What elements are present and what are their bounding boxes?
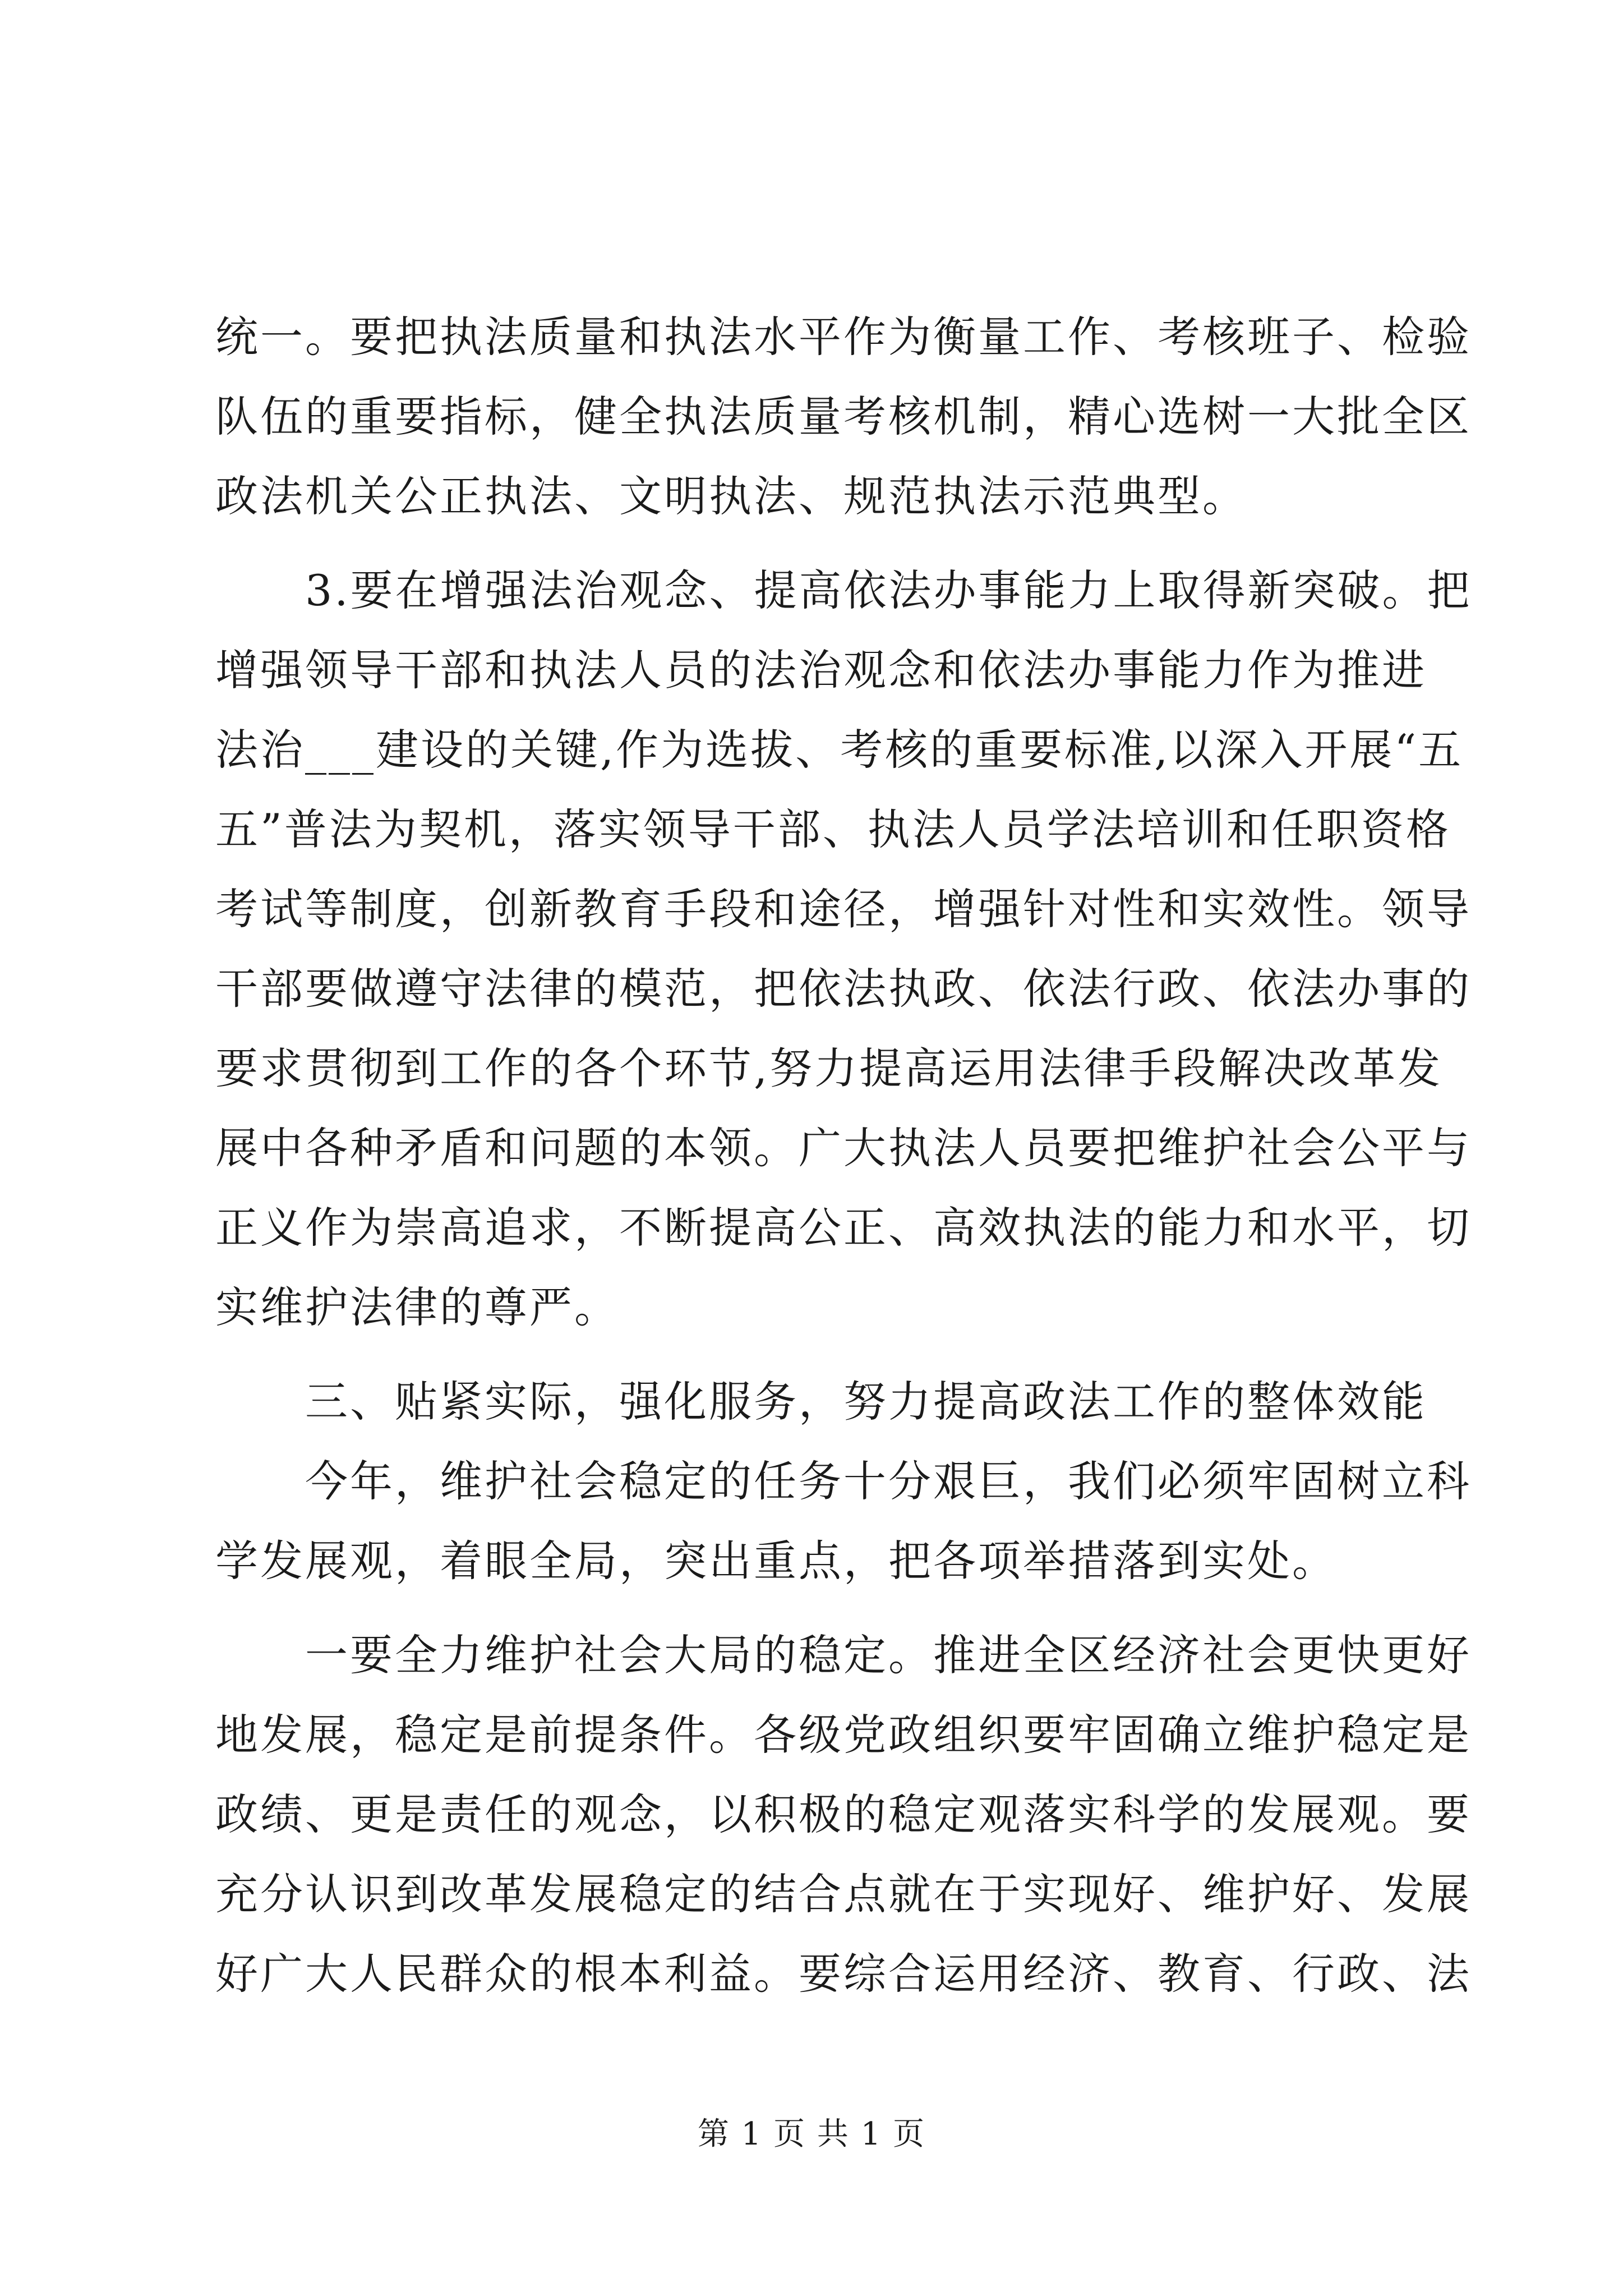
text-line: 正义作为崇高追求，不断提高公正、高效执法的能力和水平，切 [215,1203,1472,1253]
text-line: 政法机关公正执法、文明执法、规范执法示范典型。 [215,471,1247,521]
text-line: 干部要做遵守法律的模范，把依法执政、依法行政、依法办事的 [215,964,1472,1014]
paragraph-start-line: 今年，维护社会稳定的任务十分艰巨，我们必须牢固树立科 [215,1456,1472,1506]
text-line: 政绩、更是责任的观念，以积极的稳定观落实科学的发展观。要 [215,1789,1472,1839]
text-line: 增强领导干部和执法人员的法治观念和依法办事能力作为推进 [215,645,1427,695]
page-number-footer: 第 1 页 共 1 页 [697,2116,926,2152]
text-line: 好广大人民群众的根本利益。要综合运用经济、教育、行政、法 [215,1949,1472,1999]
text-line: 法治___建设的关键,作为选拔、考核的重要标准,以深入开展“五 [215,725,1464,775]
section-heading: 三、贴紧实际，强化服务，努力提高政法工作的整体效能 [215,1377,1427,1427]
text-line: 充分认识到改革发展稳定的结合点就在于实现好、维护好、发展 [215,1869,1472,1919]
text-line: 考试等制度，创新教育手段和途径，增强针对性和实效性。领导 [215,884,1472,934]
document-body [215,297,1472,2014]
text-line: 五”普法为契机，落实领导干部、执法人员学法培训和任职资格 [215,804,1451,854]
paragraph-start-line: 一要全力维护社会大局的稳定。推进全区经济社会更快更好 [215,1630,1472,1680]
text-line: 展中各种矛盾和问题的本领。广大执法人员要把维护社会公平与 [215,1123,1472,1173]
text-line: 统一。要把执法质量和执法水平作为衡量工作、考核班子、检验 [215,312,1472,362]
text-line: 实维护法律的尊严。 [215,1282,619,1332]
paragraph-start-line: 3.要在增强法治观念、提高依法办事能力上取得新突破。把 [215,565,1472,615]
text-line: 队伍的重要指标，健全执法质量考核机制，精心选树一大批全区 [215,392,1472,441]
text-line: 学发展观，着眼全局，突出重点，把各项举措落到实处。 [215,1536,1337,1586]
text-line: 地发展，稳定是前提条件。各级党政组织要牢固确立维护稳定是 [215,1710,1472,1760]
text-line: 要求贯彻到工作的各个环节,努力提高运用法律手段解决改革发 [215,1043,1443,1093]
